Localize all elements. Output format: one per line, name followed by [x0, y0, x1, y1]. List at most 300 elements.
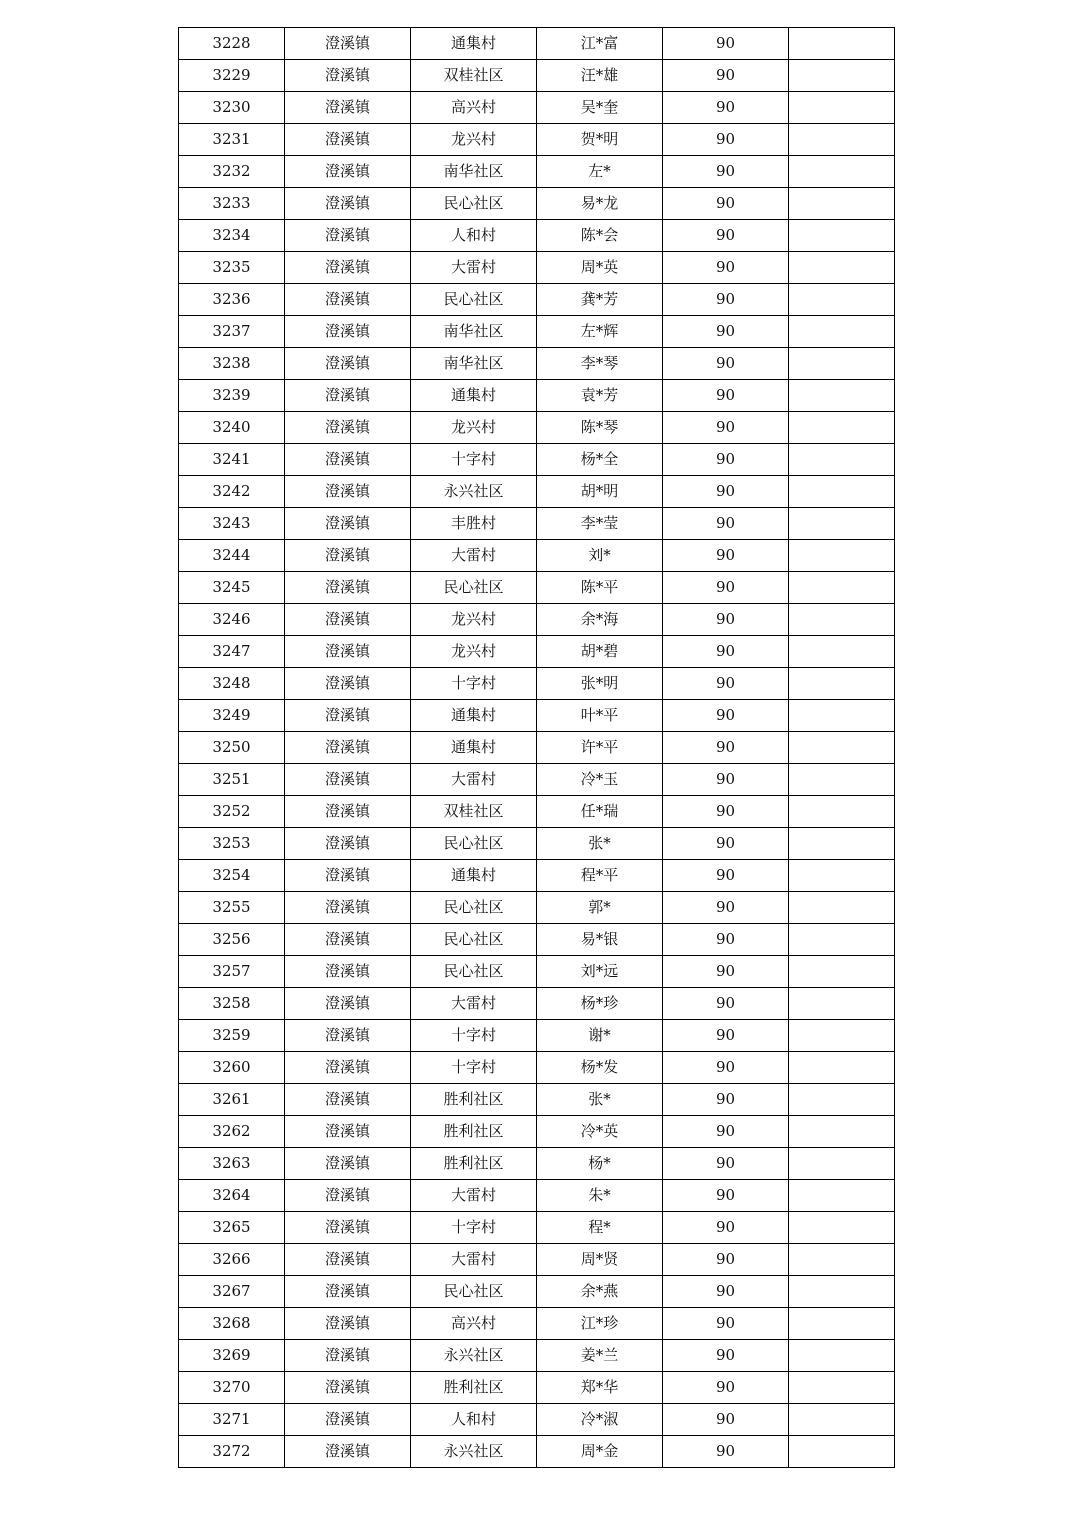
town-cell: 澄溪镇 — [285, 1052, 411, 1084]
name-cell: 杨*珍 — [537, 988, 663, 1020]
table-row — [179, 764, 895, 796]
village-cell: 南华社区 — [411, 348, 537, 380]
serial-number-cell: 3246 — [179, 604, 285, 636]
village-cell: 南华社区 — [411, 316, 537, 348]
note-cell — [789, 60, 895, 92]
table-row — [179, 828, 895, 860]
amount-cell: 90 — [663, 252, 789, 284]
name-cell: 易*龙 — [537, 188, 663, 220]
town-cell: 澄溪镇 — [285, 1212, 411, 1244]
note-cell — [789, 860, 895, 892]
table-row — [179, 188, 895, 220]
table-row — [179, 892, 895, 924]
name-cell: 龚*芳 — [537, 284, 663, 316]
town-cell: 澄溪镇 — [285, 220, 411, 252]
name-cell: 杨*发 — [537, 1052, 663, 1084]
amount-cell: 90 — [663, 540, 789, 572]
village-cell: 胜利社区 — [411, 1084, 537, 1116]
serial-number-cell: 3250 — [179, 732, 285, 764]
serial-number-cell: 3262 — [179, 1116, 285, 1148]
table-row — [179, 668, 895, 700]
name-cell: 周*贤 — [537, 1244, 663, 1276]
name-cell: 李*琴 — [537, 348, 663, 380]
town-cell: 澄溪镇 — [285, 1308, 411, 1340]
amount-cell: 90 — [663, 892, 789, 924]
name-cell: 余*海 — [537, 604, 663, 636]
village-cell: 胜利社区 — [411, 1148, 537, 1180]
amount-cell: 90 — [663, 796, 789, 828]
village-cell: 龙兴村 — [411, 636, 537, 668]
serial-number-cell: 3237 — [179, 316, 285, 348]
amount-cell: 90 — [663, 1020, 789, 1052]
amount-cell: 90 — [663, 220, 789, 252]
name-cell: 程*平 — [537, 860, 663, 892]
town-cell: 澄溪镇 — [285, 956, 411, 988]
table-row — [179, 796, 895, 828]
table-row — [179, 1084, 895, 1116]
village-cell: 人和村 — [411, 220, 537, 252]
name-cell: 胡*明 — [537, 476, 663, 508]
serial-number-cell: 3232 — [179, 156, 285, 188]
amount-cell: 90 — [663, 476, 789, 508]
note-cell — [789, 284, 895, 316]
serial-number-cell: 3251 — [179, 764, 285, 796]
town-cell: 澄溪镇 — [285, 188, 411, 220]
village-cell: 大雷村 — [411, 988, 537, 1020]
name-cell: 郭* — [537, 892, 663, 924]
note-cell — [789, 508, 895, 540]
amount-cell: 90 — [663, 1372, 789, 1404]
note-cell — [789, 1436, 895, 1468]
table-row — [179, 348, 895, 380]
table-body — [179, 28, 895, 1468]
note-cell — [789, 988, 895, 1020]
town-cell: 澄溪镇 — [285, 1276, 411, 1308]
note-cell — [789, 1020, 895, 1052]
note-cell — [789, 796, 895, 828]
note-cell — [789, 604, 895, 636]
name-cell: 刘*远 — [537, 956, 663, 988]
village-cell: 通集村 — [411, 380, 537, 412]
name-cell: 袁*芳 — [537, 380, 663, 412]
note-cell — [789, 1308, 895, 1340]
village-cell: 永兴社区 — [411, 1436, 537, 1468]
serial-number-cell: 3265 — [179, 1212, 285, 1244]
note-cell — [789, 1116, 895, 1148]
amount-cell: 90 — [663, 988, 789, 1020]
note-cell — [789, 380, 895, 412]
table-row — [179, 1020, 895, 1052]
village-cell: 大雷村 — [411, 764, 537, 796]
serial-number-cell: 3241 — [179, 444, 285, 476]
table-row — [179, 988, 895, 1020]
amount-cell: 90 — [663, 316, 789, 348]
serial-number-cell: 3271 — [179, 1404, 285, 1436]
amount-cell: 90 — [663, 28, 789, 60]
table-row — [179, 252, 895, 284]
serial-number-cell: 3249 — [179, 700, 285, 732]
note-cell — [789, 476, 895, 508]
name-cell: 余*燕 — [537, 1276, 663, 1308]
note-cell — [789, 348, 895, 380]
table-row — [179, 1244, 895, 1276]
amount-cell: 90 — [663, 860, 789, 892]
village-cell: 民心社区 — [411, 924, 537, 956]
serial-number-cell: 3267 — [179, 1276, 285, 1308]
note-cell — [789, 924, 895, 956]
name-cell: 许*平 — [537, 732, 663, 764]
name-cell: 谢* — [537, 1020, 663, 1052]
name-cell: 张*明 — [537, 668, 663, 700]
amount-cell: 90 — [663, 1148, 789, 1180]
town-cell: 澄溪镇 — [285, 892, 411, 924]
amount-cell: 90 — [663, 1244, 789, 1276]
table-row — [179, 1340, 895, 1372]
serial-number-cell: 3270 — [179, 1372, 285, 1404]
name-cell: 朱* — [537, 1180, 663, 1212]
note-cell — [789, 572, 895, 604]
name-cell: 叶*平 — [537, 700, 663, 732]
town-cell: 澄溪镇 — [285, 508, 411, 540]
amount-cell: 90 — [663, 1052, 789, 1084]
town-cell: 澄溪镇 — [285, 732, 411, 764]
name-cell: 刘* — [537, 540, 663, 572]
amount-cell: 90 — [663, 956, 789, 988]
serial-number-cell: 3252 — [179, 796, 285, 828]
table-row — [179, 700, 895, 732]
amount-cell: 90 — [663, 124, 789, 156]
town-cell: 澄溪镇 — [285, 1340, 411, 1372]
note-cell — [789, 220, 895, 252]
note-cell — [789, 124, 895, 156]
village-cell: 永兴社区 — [411, 1340, 537, 1372]
table-row — [179, 60, 895, 92]
serial-number-cell: 3244 — [179, 540, 285, 572]
village-cell: 民心社区 — [411, 1276, 537, 1308]
town-cell: 澄溪镇 — [285, 572, 411, 604]
table-row — [179, 1052, 895, 1084]
town-cell: 澄溪镇 — [285, 60, 411, 92]
village-cell: 通集村 — [411, 28, 537, 60]
name-cell: 张* — [537, 828, 663, 860]
table-row — [179, 1308, 895, 1340]
serial-number-cell: 3248 — [179, 668, 285, 700]
note-cell — [789, 1084, 895, 1116]
serial-number-cell: 3234 — [179, 220, 285, 252]
amount-cell: 90 — [663, 1404, 789, 1436]
town-cell: 澄溪镇 — [285, 828, 411, 860]
serial-number-cell: 3245 — [179, 572, 285, 604]
serial-number-cell: 3229 — [179, 60, 285, 92]
table-row — [179, 732, 895, 764]
table-row — [179, 1404, 895, 1436]
note-cell — [789, 1148, 895, 1180]
amount-cell: 90 — [663, 508, 789, 540]
note-cell — [789, 540, 895, 572]
table-row — [179, 412, 895, 444]
village-cell: 双桂社区 — [411, 796, 537, 828]
name-cell: 任*瑞 — [537, 796, 663, 828]
name-cell: 左*辉 — [537, 316, 663, 348]
amount-cell: 90 — [663, 1340, 789, 1372]
amount-cell: 90 — [663, 668, 789, 700]
amount-cell: 90 — [663, 1180, 789, 1212]
amount-cell: 90 — [663, 1308, 789, 1340]
note-cell — [789, 1372, 895, 1404]
serial-number-cell: 3260 — [179, 1052, 285, 1084]
note-cell — [789, 1244, 895, 1276]
village-cell: 民心社区 — [411, 828, 537, 860]
town-cell: 澄溪镇 — [285, 316, 411, 348]
town-cell: 澄溪镇 — [285, 796, 411, 828]
amount-cell: 90 — [663, 412, 789, 444]
village-cell: 十字村 — [411, 1020, 537, 1052]
table-row — [179, 316, 895, 348]
town-cell: 澄溪镇 — [285, 1404, 411, 1436]
town-cell: 澄溪镇 — [285, 380, 411, 412]
village-cell: 胜利社区 — [411, 1116, 537, 1148]
town-cell: 澄溪镇 — [285, 412, 411, 444]
table-row — [179, 28, 895, 60]
amount-cell: 90 — [663, 92, 789, 124]
note-cell — [789, 1180, 895, 1212]
amount-cell: 90 — [663, 188, 789, 220]
serial-number-cell: 3264 — [179, 1180, 285, 1212]
town-cell: 澄溪镇 — [285, 636, 411, 668]
subsidy-table — [178, 27, 895, 1468]
name-cell: 贺*明 — [537, 124, 663, 156]
table-row — [179, 1212, 895, 1244]
table-row — [179, 860, 895, 892]
serial-number-cell: 3253 — [179, 828, 285, 860]
name-cell: 冷*淑 — [537, 1404, 663, 1436]
name-cell: 周*金 — [537, 1436, 663, 1468]
town-cell: 澄溪镇 — [285, 604, 411, 636]
town-cell: 澄溪镇 — [285, 988, 411, 1020]
town-cell: 澄溪镇 — [285, 476, 411, 508]
note-cell — [789, 1212, 895, 1244]
name-cell: 江*珍 — [537, 1308, 663, 1340]
amount-cell: 90 — [663, 1276, 789, 1308]
serial-number-cell: 3257 — [179, 956, 285, 988]
village-cell: 永兴社区 — [411, 476, 537, 508]
note-cell — [789, 156, 895, 188]
serial-number-cell: 3272 — [179, 1436, 285, 1468]
town-cell: 澄溪镇 — [285, 348, 411, 380]
serial-number-cell: 3236 — [179, 284, 285, 316]
town-cell: 澄溪镇 — [285, 1372, 411, 1404]
amount-cell: 90 — [663, 1116, 789, 1148]
note-cell — [789, 700, 895, 732]
village-cell: 龙兴村 — [411, 124, 537, 156]
town-cell: 澄溪镇 — [285, 1436, 411, 1468]
town-cell: 澄溪镇 — [285, 156, 411, 188]
amount-cell: 90 — [663, 1212, 789, 1244]
village-cell: 胜利社区 — [411, 1372, 537, 1404]
name-cell: 吴*奎 — [537, 92, 663, 124]
serial-number-cell: 3268 — [179, 1308, 285, 1340]
village-cell: 大雷村 — [411, 1180, 537, 1212]
note-cell — [789, 1052, 895, 1084]
town-cell: 澄溪镇 — [285, 1116, 411, 1148]
table-row — [179, 380, 895, 412]
name-cell: 左* — [537, 156, 663, 188]
subsidy-table-container — [178, 27, 894, 1468]
serial-number-cell: 3239 — [179, 380, 285, 412]
serial-number-cell: 3263 — [179, 1148, 285, 1180]
serial-number-cell: 3228 — [179, 28, 285, 60]
note-cell — [789, 732, 895, 764]
table-row — [179, 476, 895, 508]
name-cell: 李*莹 — [537, 508, 663, 540]
amount-cell: 90 — [663, 1084, 789, 1116]
note-cell — [789, 444, 895, 476]
village-cell: 通集村 — [411, 700, 537, 732]
table-row — [179, 1436, 895, 1468]
town-cell: 澄溪镇 — [285, 764, 411, 796]
table-row — [179, 1116, 895, 1148]
note-cell — [789, 188, 895, 220]
note-cell — [789, 668, 895, 700]
serial-number-cell: 3233 — [179, 188, 285, 220]
village-cell: 通集村 — [411, 860, 537, 892]
village-cell: 双桂社区 — [411, 60, 537, 92]
village-cell: 通集村 — [411, 732, 537, 764]
serial-number-cell: 3235 — [179, 252, 285, 284]
serial-number-cell: 3254 — [179, 860, 285, 892]
village-cell: 龙兴村 — [411, 604, 537, 636]
town-cell: 澄溪镇 — [285, 284, 411, 316]
village-cell: 人和村 — [411, 1404, 537, 1436]
village-cell: 民心社区 — [411, 284, 537, 316]
amount-cell: 90 — [663, 444, 789, 476]
note-cell — [789, 252, 895, 284]
serial-number-cell: 3231 — [179, 124, 285, 156]
town-cell: 澄溪镇 — [285, 1244, 411, 1276]
name-cell: 易*银 — [537, 924, 663, 956]
village-cell: 民心社区 — [411, 956, 537, 988]
note-cell — [789, 828, 895, 860]
amount-cell: 90 — [663, 828, 789, 860]
serial-number-cell: 3238 — [179, 348, 285, 380]
town-cell: 澄溪镇 — [285, 124, 411, 156]
serial-number-cell: 3258 — [179, 988, 285, 1020]
town-cell: 澄溪镇 — [285, 700, 411, 732]
amount-cell: 90 — [663, 636, 789, 668]
table-row — [179, 540, 895, 572]
note-cell — [789, 956, 895, 988]
amount-cell: 90 — [663, 924, 789, 956]
serial-number-cell: 3230 — [179, 92, 285, 124]
village-cell: 十字村 — [411, 1052, 537, 1084]
village-cell: 十字村 — [411, 668, 537, 700]
name-cell: 杨* — [537, 1148, 663, 1180]
village-cell: 十字村 — [411, 444, 537, 476]
town-cell: 澄溪镇 — [285, 1084, 411, 1116]
amount-cell: 90 — [663, 732, 789, 764]
town-cell: 澄溪镇 — [285, 444, 411, 476]
note-cell — [789, 316, 895, 348]
name-cell: 冷*英 — [537, 1116, 663, 1148]
serial-number-cell: 3255 — [179, 892, 285, 924]
serial-number-cell: 3242 — [179, 476, 285, 508]
amount-cell: 90 — [663, 764, 789, 796]
name-cell: 陈*平 — [537, 572, 663, 604]
table-row — [179, 284, 895, 316]
serial-number-cell: 3266 — [179, 1244, 285, 1276]
amount-cell: 90 — [663, 156, 789, 188]
table-row — [179, 604, 895, 636]
village-cell: 高兴村 — [411, 1308, 537, 1340]
village-cell: 高兴村 — [411, 92, 537, 124]
table-row — [179, 572, 895, 604]
table-row — [179, 220, 895, 252]
village-cell: 龙兴村 — [411, 412, 537, 444]
village-cell: 大雷村 — [411, 1244, 537, 1276]
name-cell: 陈*琴 — [537, 412, 663, 444]
town-cell: 澄溪镇 — [285, 860, 411, 892]
table-row — [179, 92, 895, 124]
amount-cell: 90 — [663, 348, 789, 380]
note-cell — [789, 1404, 895, 1436]
name-cell: 胡*碧 — [537, 636, 663, 668]
note-cell — [789, 412, 895, 444]
serial-number-cell: 3269 — [179, 1340, 285, 1372]
town-cell: 澄溪镇 — [285, 668, 411, 700]
note-cell — [789, 1340, 895, 1372]
amount-cell: 90 — [663, 380, 789, 412]
amount-cell: 90 — [663, 284, 789, 316]
name-cell: 汪*雄 — [537, 60, 663, 92]
table-row — [179, 124, 895, 156]
village-cell: 大雷村 — [411, 252, 537, 284]
town-cell: 澄溪镇 — [285, 1020, 411, 1052]
town-cell: 澄溪镇 — [285, 1180, 411, 1212]
town-cell: 澄溪镇 — [285, 1148, 411, 1180]
name-cell: 陈*会 — [537, 220, 663, 252]
serial-number-cell: 3256 — [179, 924, 285, 956]
town-cell: 澄溪镇 — [285, 92, 411, 124]
note-cell — [789, 28, 895, 60]
serial-number-cell: 3247 — [179, 636, 285, 668]
serial-number-cell: 3243 — [179, 508, 285, 540]
town-cell: 澄溪镇 — [285, 924, 411, 956]
village-cell: 民心社区 — [411, 572, 537, 604]
name-cell: 周*英 — [537, 252, 663, 284]
table-row — [179, 508, 895, 540]
name-cell: 江*富 — [537, 28, 663, 60]
amount-cell: 90 — [663, 700, 789, 732]
table-row — [179, 924, 895, 956]
amount-cell: 90 — [663, 1436, 789, 1468]
name-cell: 张* — [537, 1084, 663, 1116]
name-cell: 郑*华 — [537, 1372, 663, 1404]
village-cell: 十字村 — [411, 1212, 537, 1244]
table-row — [179, 444, 895, 476]
note-cell — [789, 764, 895, 796]
note-cell — [789, 1276, 895, 1308]
town-cell: 澄溪镇 — [285, 540, 411, 572]
table-row — [179, 636, 895, 668]
table-row — [179, 156, 895, 188]
village-cell: 南华社区 — [411, 156, 537, 188]
serial-number-cell: 3240 — [179, 412, 285, 444]
amount-cell: 90 — [663, 604, 789, 636]
amount-cell: 90 — [663, 60, 789, 92]
note-cell — [789, 636, 895, 668]
name-cell: 杨*全 — [537, 444, 663, 476]
village-cell: 丰胜村 — [411, 508, 537, 540]
